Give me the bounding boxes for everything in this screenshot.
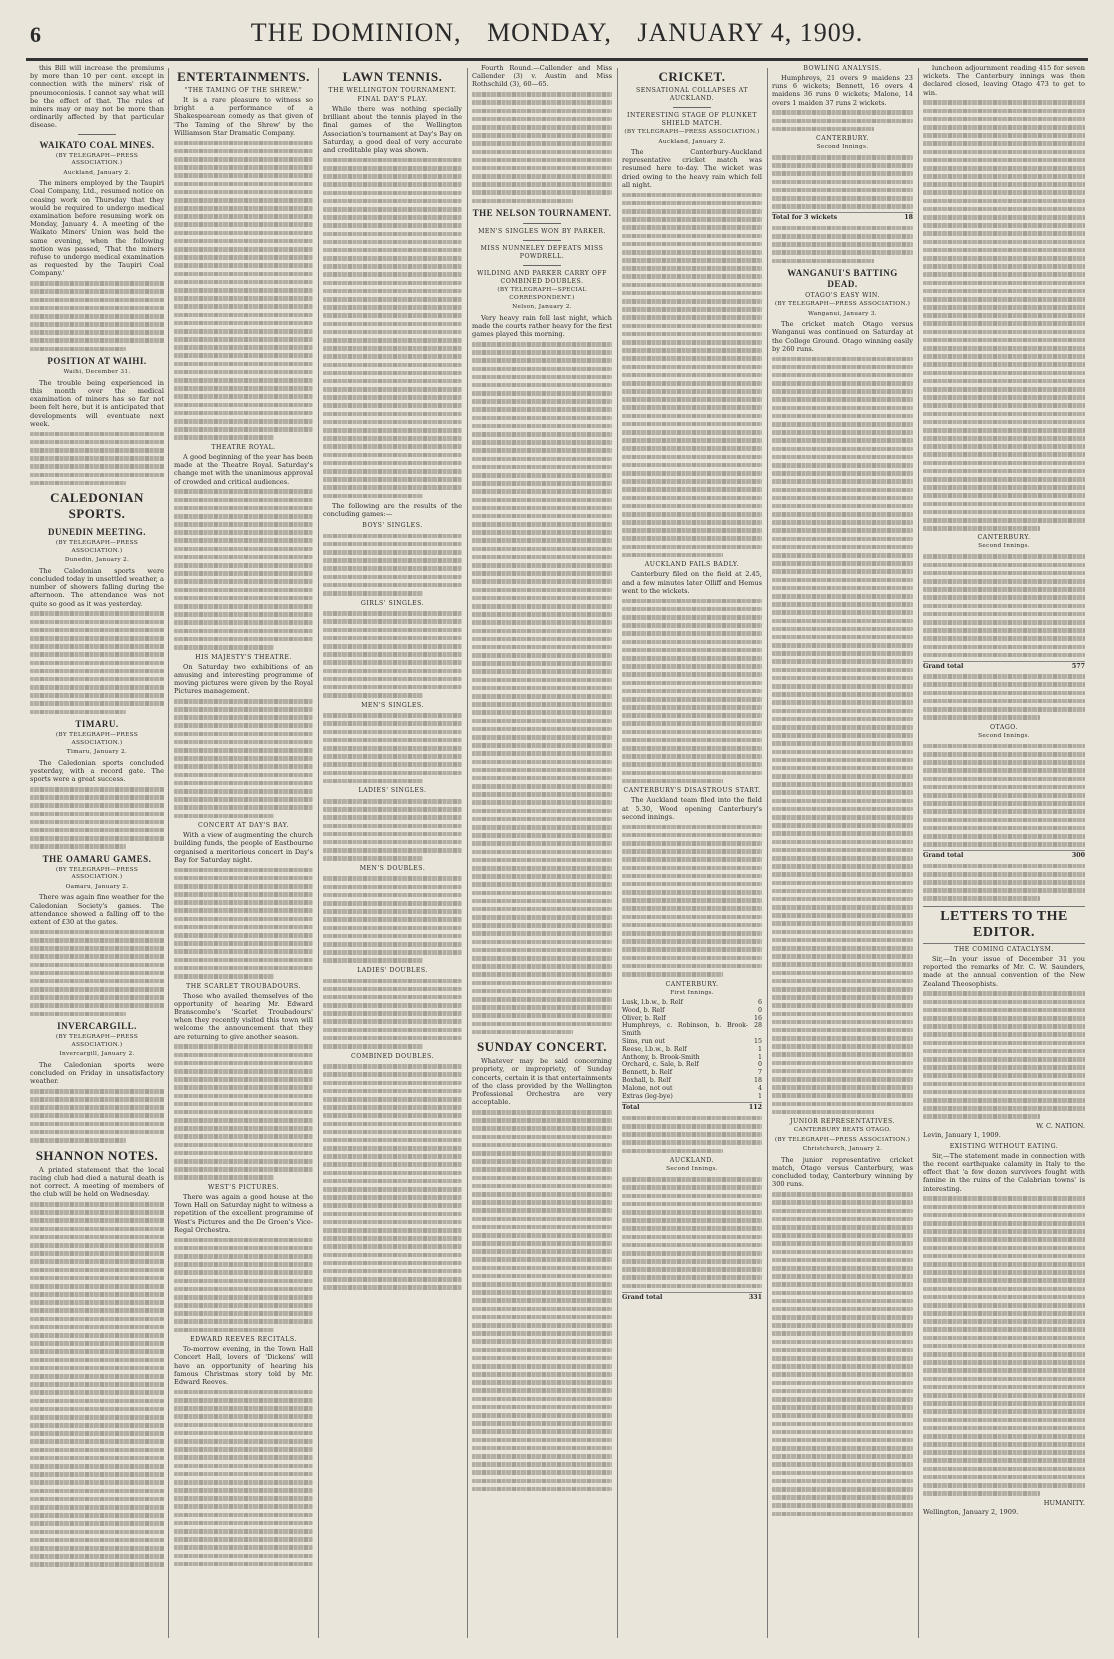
article-text: The junior representative cricket match, Otago versus Canterbury, was concluded today, Canterbury winning by 300 runs. (772, 1155, 913, 1189)
batsman-dismissal: Lusk, l.b.w., b. Relf (622, 999, 683, 1007)
results-boys-singles (323, 522, 462, 596)
article-text: With a view of augmenting the church building funds, the people of Eastbourne organised a meritorious concert in Day's Bay for Saturday night. (174, 831, 313, 864)
score-total (622, 1292, 762, 1302)
subheadline: LADIES' DOUBLES. (357, 966, 428, 974)
issue-date: JANUARY 4, 1909. (637, 18, 864, 47)
batsman-row (622, 1022, 762, 1038)
innings-label: Second Innings. (978, 543, 1030, 550)
article-text: A printed statement that the local racing club had died a natural death is not correct. A meeting of members of the club will be held on Wednesday. (30, 1165, 164, 1199)
letter-existing-without-eating (923, 1143, 1085, 1516)
total-label: Grand total (923, 852, 964, 860)
batsman-runs: 16 (753, 1014, 762, 1022)
masthead (0, 0, 1114, 66)
batsman-row (622, 1085, 762, 1093)
batsman-dismissal: Malone, not out (622, 1084, 673, 1092)
subheadline: EDWARD REEVES RECITALS. (190, 1336, 297, 1344)
article-text: The cricket match Otago versus Wanganui was continued on Saturday at the College Ground. Otago winning easily by 260 runs. (772, 320, 913, 353)
dateline: Auckland, January 2. (658, 138, 726, 145)
article-waihi (30, 356, 164, 485)
subheadline: AUCKLAND FAILS BADLY. (644, 561, 740, 569)
total-label: Total (622, 1104, 640, 1112)
subheadline: MISS NUNNELEY DEFEATS MISS POWDRELL. (480, 245, 604, 261)
divider (523, 240, 561, 241)
article-nelson-tournament (472, 208, 612, 1034)
column-5 (622, 64, 762, 1642)
article-text: this Bill will increase the premiums by more than 10 per cent. except in connection with the miners' risk of pneumoconiosis. I cannot say what will be the effect of that. The rules of miners may or may not be more than ordinarily affected by that particular disease. (30, 64, 164, 130)
article-text: The Caledonian sports concluded yesterday, with a record gate. The sports were a great success. (30, 758, 164, 784)
subheadline: "THE TAMING OF THE SHREW." (184, 87, 303, 94)
score-total (622, 1102, 762, 1112)
total-value: 331 (748, 1293, 762, 1301)
credit-line: (BY TELEGRAPH—PRESS ASSOCIATION.) (55, 152, 139, 167)
column-rule (918, 68, 919, 1638)
subheadline: CONCERT AT DAY'S BAY. (197, 822, 290, 830)
headline: POSITION AT WAIHI. (47, 356, 147, 367)
headline: INVERCARGILL. (57, 1021, 137, 1032)
article-wests-pictures (174, 1184, 313, 1332)
batsman-runs: 18 (753, 1077, 762, 1085)
article-reeves-recitals (174, 1336, 313, 1566)
team-name: CANTERBURY. (977, 534, 1031, 542)
subheadline: CANTERBURY BEATS OTAGO. (793, 1127, 892, 1134)
subheadline: JUNIOR REPRESENTATIVES. (790, 1118, 895, 1126)
article-text: It is a rare pleasure to witness so bright a performance of a Shakespearean comedy as that given of 'The Taming of the Shrew' by the Williamson Star Dramatic Company. (174, 96, 313, 137)
article-dunedin (30, 527, 164, 714)
article-text: The Auckland team filed into the field at 5.30, Wood opening Canterbury's second innings. (622, 796, 762, 821)
credit-line: (BY TELEGRAPH—PRESS ASSOCIATION.) (55, 540, 139, 554)
batsman-row (622, 1077, 762, 1085)
scorecard-otago-col7 (923, 724, 1085, 901)
divider (78, 134, 116, 135)
batsman-dismissal: Anthony, b. Brook-Smith (622, 1053, 700, 1061)
dateline: Auckland, January 2. (63, 169, 131, 176)
credit-line: (BY TELEGRAPH—PRESS ASSOCIATION.) (55, 866, 139, 881)
batsman-runs: 1 (757, 1092, 762, 1100)
credit-line: (BY TELEGRAPH—PRESS ASSOCIATION.) (624, 129, 760, 135)
score-total (923, 661, 1085, 671)
subheadline: CANTERBURY'S DISASTROUS START. (623, 787, 761, 795)
letter-place-date: Wellington, January 2, 1909. (923, 1507, 1019, 1516)
batsman-dismissal: Humphreys, c. Robinson, b. Brook-Smith (622, 1022, 748, 1038)
headline: SUNDAY CONCERT. (476, 1039, 608, 1055)
column-rule (467, 68, 468, 1638)
team-name: CANTERBURY. (816, 134, 869, 142)
batsman-runs: 15 (753, 1038, 762, 1046)
article-days-bay-concert (174, 822, 313, 978)
running-head (0, 18, 1114, 48)
article-text: The Caledonian sports were concluded today in unsettled weather, a number of showers falling during the afternoon. The attendance was not quite so good as it was yesterday. (30, 566, 164, 608)
batsman-dismissal: Boxhall, b. Relf (622, 1077, 671, 1085)
subheadline: THE SCARLET TROUBADOURS. (186, 982, 301, 990)
article-taming-of-the-shrew (174, 87, 313, 440)
article-text: Humphreys, 21 overs 9 maidens 23 runs 6 wickets; Bennett, 16 overs 4 maidens 36 runs 0 wickets; Malone, 14 overs 1 maiden 37 runs 2 wickets. (772, 74, 913, 107)
batsman-row (622, 1015, 762, 1023)
dateline: Wanganui, January 3. (808, 310, 877, 317)
column-7 (923, 64, 1085, 1642)
batsman-dismissal: Reese, l.b.w., b. Relf (622, 1045, 687, 1053)
dateline: Nelson, January 2. (512, 304, 572, 311)
dateline: Christchurch, January 2. (802, 1146, 883, 1153)
article-waikato-coal (30, 140, 164, 352)
batsman-dismissal: Bennett, b. Relf (622, 1069, 673, 1077)
total-label: Total for 3 wickets (772, 214, 838, 222)
batsman-row (622, 1007, 762, 1015)
subheadline: GIRLS' SINGLES. (360, 599, 425, 607)
batsman-row (622, 1046, 762, 1054)
article-text: To-morrow evening, in the Town Hall Concert Hall, lovers of 'Dickens' will have an opportunity of hearing his famous Christmas story told by Mr. Edward Reeves. (174, 1345, 313, 1387)
column-rule (617, 68, 618, 1638)
batsman-dismissal: Extras (leg-bye) (622, 1092, 673, 1100)
subheadline: MEN'S SINGLES. (361, 701, 424, 709)
subheadline: WEST'S PICTURES. (208, 1183, 279, 1191)
scorecard-auckland (622, 1157, 762, 1302)
credit-line: (BY TELEGRAPH—SPECIAL CORRESPONDENT.) (497, 287, 587, 301)
article-text: The Canterbury-Auckland representative cricket match was resumed here to-day. The wicket was dried owing to the heavy rain which fell all night. (622, 148, 762, 189)
score-total (772, 212, 913, 222)
batsman-dismissal: Wood, b. Relf (622, 1006, 665, 1014)
headline: DUNEDIN MEETING. (47, 527, 146, 538)
score-rows (622, 999, 762, 1100)
subheadline: INTERESTING STAGE OF PLUNKET SHIELD MATCH. (627, 112, 757, 127)
subheadline: HIS MAJESTY'S THEATRE. (195, 653, 292, 661)
subheadline: THEATRE ROYAL. (211, 443, 276, 451)
headline: LAWN TENNIS. (342, 69, 443, 84)
column-1 (30, 64, 164, 1642)
credit-line: (BY TELEGRAPH—PRESS ASSOCIATION.) (774, 301, 911, 308)
scorecard-canterbury (622, 981, 762, 1154)
article-text: The Caledonian sports were concluded on Friday in unsatisfactory weather. (30, 1060, 164, 1086)
column-4 (472, 64, 612, 1642)
results-ladies-doubles (323, 967, 462, 1049)
column-6 (772, 64, 913, 1642)
results-mens-doubles (323, 865, 462, 963)
subheadline: WILDING AND PARKER CARRY OFF COMBINED DOUBLES. (477, 270, 607, 286)
subheadline: THE WELLINGTON TOURNAMENT. (328, 87, 457, 94)
dateline: Invercargill, January 2. (59, 1051, 135, 1058)
letter-signature: HUMANITY. (1043, 1499, 1085, 1508)
letter-text: Sir,—In your issue of December 31 you reported the remarks of Mr. C. W. Saunders, made at the annual convention of the New Zealand Theosophists. (923, 955, 1085, 988)
results-girls-singles (323, 600, 462, 698)
headline: THE OAMARU GAMES. (42, 853, 152, 864)
batsman-runs: 6 (757, 999, 762, 1007)
batsman-runs: 28 (753, 1022, 762, 1030)
letter-text: Sir,—The statement made in connection with the recent earthquake calamity in Italy to the effect that 'a few dozen survivors fought with famine in the ruins of the Calabrian towns' is interesting. (923, 1151, 1085, 1193)
article-text: luncheon adjournment reading 415 for seven wickets. The Canterbury innings was then declared closed, leaving Otago 473 to get to win. (923, 64, 1085, 97)
article-scarlet-troubadours (174, 983, 313, 1180)
article-text: A good beginning of the year has been made at the Theatre Royal. Saturday's change met with the unanimous approval of crowded and critical audiences. (174, 452, 313, 486)
scorecard-canterbury-col7 (923, 534, 1085, 719)
article-text: The miners employed by the Taupiri Coal Company, Ltd., resumed notice on ceasing work on Thursday that they would be required to undergo medical examination before resuming work on Monday, January 4. A meeting of the Waikato Miners' Union was held the same evening, when the following motion was passed, 'That the miners refuse to undergo medical examination as requested by the Taupiri Coal Company.' (30, 179, 164, 278)
headline: WANGANUI'S BATTING DEAD. (787, 268, 898, 290)
batsman-dismissal: Orchard, c. Sale, b. Relf (622, 1061, 699, 1069)
innings-label: Second Innings. (666, 1166, 718, 1173)
credit-line: (BY TELEGRAPH—PRESS ASSOCIATION.) (774, 1136, 911, 1143)
newspaper-title: THE DOMINION, (250, 18, 462, 47)
dateline: Timaru, January 2. (66, 749, 128, 756)
article-text: There was again fine weather for the Caledonian Society's games. The attendance showed a falling off to the extent of £30 at the gates. (30, 893, 164, 926)
subheadline: MEN'S SINGLES WON BY PARKER. (478, 228, 606, 236)
column-rule (767, 68, 768, 1638)
letter-place-date: Levin, January 1, 1909. (923, 1130, 1001, 1139)
article-text: Very heavy rain fell last night, which made the courts rather heavy for the first games played this morning. (472, 313, 612, 339)
article-text: Whatever may be said concerning propriety, or impropriety, of Sunday concerts, certain it is that entertainments of the class provided by the Wellington Professional Orchestra are very acceptable. (472, 1057, 612, 1107)
article-otago-easy-win (772, 292, 913, 1114)
article-text: Canterbury filed on the field at 2.45, and a few minutes later Olliff and Hemus went to the wickets. (622, 570, 762, 595)
article-text: On Saturday two exhibitions of an amusing and interesting programme of moving pictures were given by the Royal Pictures management. (174, 662, 313, 696)
batsman-row (622, 1054, 762, 1062)
subheadline: MEN'S DOUBLES. (359, 864, 426, 872)
article-text: The following are the results of the concluding games:— (323, 501, 462, 518)
weekday: MONDAY, (487, 18, 612, 47)
subheadline: THE COMING CATACLYSM. (954, 946, 1054, 954)
article-invercargill (30, 1021, 164, 1142)
article-junior-representatives (772, 1118, 913, 1516)
batsman-runs: 1 (757, 1053, 762, 1061)
article-oamaru (30, 854, 164, 1016)
masthead-rule (26, 58, 1088, 61)
article-his-majestys (174, 654, 313, 819)
subheadline: BOYS' SINGLES. (362, 522, 423, 530)
total-value: 300 (1071, 852, 1085, 860)
batsman-row (622, 1069, 762, 1077)
letter-coming-cataclysm (923, 946, 1085, 1139)
subheadline: EXISTING WITHOUT EATING. (949, 1142, 1059, 1150)
total-value: 112 (748, 1104, 762, 1112)
batsman-dismissal: Oliver, b. Relf (622, 1014, 666, 1022)
article-text: While there was nothing specially brilliant about the tennis played in the final games of the Wellington Association's tournament at Day's Bay on Saturday, a good deal of very accurate and creditable play was shown. (323, 105, 462, 155)
article-text: There was again a good house at the Town Hall on Saturday night to witness a repetition of the excellent programme of West's Pictures and the De Groen's Vice-Regal Orchestra. (174, 1192, 313, 1234)
dateline: Dunedin, January 2. (64, 557, 130, 564)
divider (673, 107, 711, 108)
total-label: Grand total (622, 1293, 663, 1301)
column-3 (323, 64, 462, 1642)
page-number: 6 (30, 22, 41, 47)
team-name: CANTERBURY. (665, 980, 719, 988)
batsman-row (622, 1038, 762, 1046)
batsman-row (622, 1061, 762, 1069)
headline: TIMARU. (75, 719, 119, 730)
total-value: 577 (1071, 662, 1085, 670)
divider (523, 265, 561, 266)
article-theatre-royal (174, 444, 313, 650)
scorecard-canterbury-second (772, 135, 913, 263)
total-label: Grand total (923, 662, 964, 670)
results-ladies-singles (323, 787, 462, 861)
batsman-row (622, 999, 762, 1007)
batsman-runs: 4 (757, 1084, 762, 1092)
subheadline: BOWLING ANALYSIS. (803, 65, 882, 72)
subheadline: SENSATIONAL COLLAPSES AT AUCKLAND. (635, 87, 748, 102)
article-shannon (30, 1148, 164, 1567)
divider (523, 223, 561, 224)
subheadline: OTAGO'S EASY WIN. (805, 292, 880, 300)
batsman-runs: 1 (757, 1045, 762, 1053)
column-rule (168, 68, 169, 1638)
column-rule (318, 68, 319, 1638)
article-text: Fourth Round.—Callender and Miss Callender (3) v. Austin and Miss Rothschild (3), 60—65. (472, 64, 612, 89)
credit-line: (BY TELEGRAPH—PRESS ASSOCIATION.) (55, 732, 139, 746)
batsman-runs: 7 (757, 1069, 762, 1077)
batsman-runs: 0 (757, 1061, 762, 1069)
article-auckland-fails (622, 561, 762, 783)
dateline: Waihi, December 31. (63, 369, 131, 376)
column-2 (174, 64, 313, 1642)
article-disastrous-start (622, 787, 762, 976)
headline: ENTERTAINMENTS. (177, 69, 310, 84)
batsman-dismissal: Sims, run out (622, 1038, 666, 1046)
batsman-runs: 0 (757, 1006, 762, 1014)
article-auckland-collapses (622, 87, 762, 557)
team-name: AUCKLAND. (669, 1157, 715, 1165)
headline: WAIKATO COAL MINES. (39, 139, 155, 150)
team-name: OTAGO. (990, 723, 1018, 731)
headline: SHANNON NOTES. (35, 1147, 159, 1163)
article-text: The trouble being experienced in this month over the medical examination of miners has so far not been felt here, but it is anticipated that developments will eventuate next week. (30, 378, 164, 428)
subheadline: FINAL DAY'S PLAY. (357, 96, 428, 103)
article-final-days-play (323, 96, 462, 518)
dateline: Oamaru, January 2. (65, 883, 129, 890)
results-combined-doubles (323, 1053, 462, 1290)
credit-line: (BY TELEGRAPH—PRESS ASSOCIATION.) (55, 1034, 139, 1048)
score-total (923, 850, 1085, 860)
headline: LETTERS TO THE EDITOR. (923, 906, 1085, 944)
letter-signature: W. C. NATION. (1036, 1122, 1085, 1131)
headline: CALEDONIAN SPORTS. (50, 490, 144, 522)
headline: THE NELSON TOURNAMENT. (472, 208, 612, 219)
total-value: 18 (904, 214, 913, 222)
subheadline: COMBINED DOUBLES. (351, 1052, 434, 1060)
innings-label: Second Innings. (816, 143, 869, 150)
article-timaru (30, 719, 164, 849)
batsman-row (622, 1093, 762, 1101)
subheadline: LADIES' SINGLES. (358, 787, 427, 795)
results-mens-singles (323, 702, 462, 784)
headline: CRICKET. (658, 69, 726, 84)
innings-label: Second Innings. (978, 732, 1030, 739)
innings-label: First Innings. (670, 989, 714, 996)
article-text: Those who availed themselves of the opportunity of hearing Mr. Edward Branscombe's 'Scarlet Troubadours' when they recently visited this town will welcome the announcement that they are returning to give another season. (174, 991, 313, 1041)
article-sunday-concert (472, 1039, 612, 1491)
